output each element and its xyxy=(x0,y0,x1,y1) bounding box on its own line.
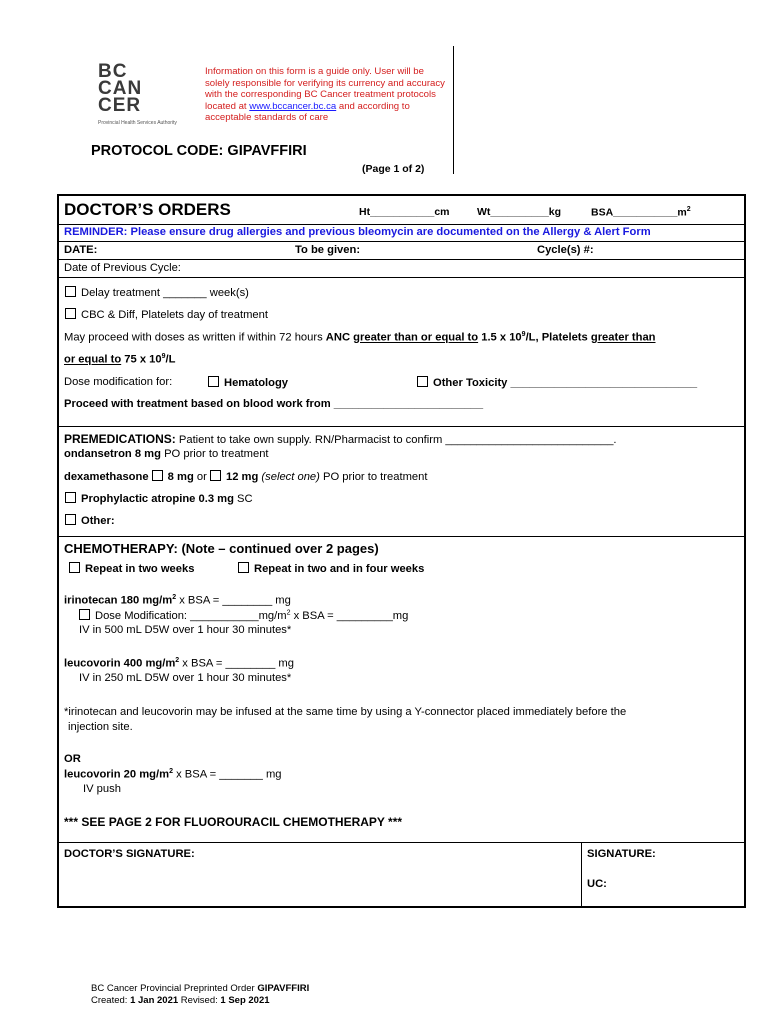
repeat-two-four-row xyxy=(238,562,424,575)
previous-cycle-field[interactable]: Date of Previous Cycle: xyxy=(64,262,181,274)
disclaimer-part2: and according to acceptable standards of care xyxy=(205,100,410,124)
divider xyxy=(59,277,744,278)
logo-line2: CAN xyxy=(98,78,143,99)
bsa-label: BSA___________m xyxy=(591,206,687,219)
bsa-sup: 2 xyxy=(686,206,691,213)
atropine-checkbox[interactable] xyxy=(65,492,76,503)
delay-checkbox[interactable] xyxy=(65,286,76,297)
bsa-field[interactable] xyxy=(591,206,691,219)
weight-field[interactable]: Wt__________kg xyxy=(477,206,562,218)
gte-text: greater than xyxy=(590,331,656,344)
anc-unit: /L, Platelets xyxy=(525,331,591,344)
bc-cancer-logo xyxy=(98,63,142,114)
irinotecan-row xyxy=(64,594,291,607)
dexa-12mg-label: 12 mg xyxy=(225,471,259,483)
cbc-row xyxy=(65,308,268,321)
anc-label: ANC xyxy=(325,331,354,344)
premedications-header xyxy=(64,432,617,446)
dose-modification-checkbox[interactable] xyxy=(79,609,90,620)
iv-push: IV push xyxy=(83,783,121,795)
anc-value: 1.5 x 10 xyxy=(478,331,522,344)
dexa-8mg-label: 8 mg xyxy=(167,471,194,483)
atropine-row xyxy=(65,492,253,505)
platelet-value: 75 x 10 xyxy=(121,353,162,366)
gte-text: or equal to xyxy=(64,353,122,366)
other-toxicity-label: Other Toxicity ______________________________ xyxy=(433,377,698,389)
protocol-code: PROTOCOL CODE: GIPAVFFIRI xyxy=(91,143,307,159)
orders-form xyxy=(57,194,746,908)
allergy-reminder: REMINDER: Please ensure drug allergies and previous bleomycin are documented on the Allergy & Alert Form xyxy=(64,226,651,238)
height-field[interactable]: Ht___________cm xyxy=(359,206,450,218)
divider xyxy=(59,426,744,427)
page-number: (Page 1 of 2) xyxy=(362,163,425,175)
to-be-given-field[interactable]: To be given: xyxy=(295,244,361,256)
logo-line1: BC xyxy=(98,61,128,82)
ondansetron-row xyxy=(64,448,269,460)
leucovorin-row xyxy=(64,657,294,670)
premedications-title: PREMEDICATIONS: xyxy=(64,432,176,446)
other-premed-row xyxy=(65,514,115,527)
or-text: or xyxy=(193,471,210,483)
cbc-checkbox[interactable] xyxy=(65,308,76,319)
uc-field[interactable]: UC: xyxy=(587,878,607,890)
footer-line2 xyxy=(91,995,309,1007)
created-label: Created: xyxy=(91,995,131,1006)
delay-label: Delay treatment _______ week(s) xyxy=(81,287,249,299)
select-one-text: (select one) xyxy=(258,471,320,483)
irinotecan-sup: 2 xyxy=(172,594,177,601)
anc-sup: 9 xyxy=(521,331,526,338)
leucovorin-iv: IV in 250 mL D5W over 1 hour 30 minutes* xyxy=(79,672,292,684)
signature-field[interactable]: SIGNATURE: xyxy=(587,848,656,860)
other-toxicity-row xyxy=(417,376,697,389)
divider xyxy=(59,241,744,242)
created-date: 1 Jan 2021 xyxy=(130,995,179,1006)
dose-mod-calc: x BSA = _________mg xyxy=(290,610,409,622)
premedications-text: Patient to take own supply. RN/Pharmacist to confirm ___________________________. xyxy=(175,434,617,446)
footer-line1 xyxy=(91,983,309,995)
repeat-two-weeks-label: Repeat in two weeks xyxy=(85,563,195,575)
infusion-note-line1: *irinotecan and leucovorin may be infused at the same time by using a Y-connector placed immediately before the xyxy=(64,706,627,718)
leucovorin-dose: leucovorin 400 mg/m xyxy=(64,657,176,670)
signature-divider xyxy=(581,842,582,908)
bccancer-link[interactable]: www.bccancer.bc.ca xyxy=(249,100,337,112)
repeat-two-four-checkbox[interactable] xyxy=(238,562,249,573)
dexa-route: PO prior to treatment xyxy=(319,471,428,483)
divider xyxy=(59,536,744,537)
divider xyxy=(59,842,744,843)
irinotecan-iv: IV in 500 mL D5W over 1 hour 30 minutes* xyxy=(79,624,292,636)
leucovorin-alt-calc: x BSA = _______ mg xyxy=(172,768,282,781)
repeat-two-weeks-row xyxy=(69,562,194,575)
cycles-field[interactable]: Cycle(s) #: xyxy=(537,244,594,256)
leucovorin-sup: 2 xyxy=(175,657,180,664)
hematology-label: Hematology xyxy=(224,377,289,389)
dose-mod-text: Dose Modification: ___________mg/m xyxy=(95,610,287,622)
see-page-2-note: *** SEE PAGE 2 FOR FLUOROURACIL CHEMOTHERAPY *** xyxy=(64,815,403,829)
irinotecan-dose: irinotecan 180 mg/m xyxy=(64,594,173,607)
chemotherapy-title: CHEMOTHERAPY: (Note – continued over 2 pages) xyxy=(64,541,379,556)
other-premed-checkbox[interactable] xyxy=(65,514,76,525)
divider xyxy=(59,224,744,225)
proceed-criteria-line2 xyxy=(64,353,175,366)
leucovorin-calc: x BSA = ________ mg xyxy=(179,657,294,670)
platelet-sup: 9 xyxy=(161,353,166,360)
divider xyxy=(59,259,744,260)
repeat-two-four-label: Repeat in two and in four weeks xyxy=(254,563,425,575)
atropine-drug: Prophylactic atropine 0.3 mg xyxy=(81,493,234,505)
footer xyxy=(91,983,309,1007)
hematology-row xyxy=(208,376,288,389)
dexa-12mg-checkbox[interactable] xyxy=(210,470,221,481)
leucovorin-alt-row xyxy=(64,768,282,781)
dexamethasone-row xyxy=(64,470,427,483)
date-field[interactable]: DATE: xyxy=(64,244,98,256)
irinotecan-calc: x BSA = ________ mg xyxy=(176,594,291,607)
leucovorin-alt-sup: 2 xyxy=(169,768,173,775)
other-premed-label: Other: xyxy=(81,515,115,527)
hematology-checkbox[interactable] xyxy=(208,376,219,387)
revised-date: 1 Sep 2021 xyxy=(220,995,270,1006)
proceed-criteria-line1 xyxy=(64,331,656,344)
dose-modification-row xyxy=(79,609,408,622)
leucovorin-alt-dose: leucovorin 20 mg/m xyxy=(64,768,170,781)
other-toxicity-checkbox[interactable] xyxy=(417,376,428,387)
logo-line3: CER xyxy=(98,95,142,116)
doctors-orders-title: DOCTOR’S ORDERS xyxy=(64,200,231,219)
platelet-unit: /L xyxy=(165,353,176,366)
repeat-two-weeks-checkbox[interactable] xyxy=(69,562,80,573)
disclaimer-text xyxy=(205,66,445,124)
proceed-text: May proceed with doses as written if within 72 hours xyxy=(64,331,326,344)
ondansetron-drug: ondansetron 8 mg xyxy=(64,448,161,460)
proceed-bloodwork[interactable]: Proceed with treatment based on blood work from ________________________ xyxy=(64,398,484,410)
atropine-route: SC xyxy=(233,493,253,505)
or-label: OR xyxy=(64,753,81,765)
footer-text: BC Cancer Provincial Preprinted Order xyxy=(91,983,258,994)
delay-treatment-row xyxy=(65,286,249,299)
gte-text: greater than or equal to xyxy=(353,331,479,344)
doctor-signature-field[interactable]: DOCTOR’S SIGNATURE: xyxy=(64,848,195,860)
ondansetron-route: PO prior to treatment xyxy=(160,448,269,460)
header-divider xyxy=(453,46,454,174)
infusion-note-line2: injection site. xyxy=(68,721,133,733)
revised-label: Revised: xyxy=(178,995,221,1006)
dexamethasone-drug: dexamethasone xyxy=(64,471,152,483)
footer-code: GIPAVFFIRI xyxy=(257,983,310,994)
cbc-label: CBC & Diff, Platelets day of treatment xyxy=(81,309,268,321)
logo-subtitle: Provincial Health Services Authority xyxy=(98,120,177,126)
dose-modification-label: Dose modification for: xyxy=(64,376,173,388)
disclaimer-part1: Information on this form is a guide only. User will be solely responsible for verifying its currency and accuracy with the corresponding BC Cancer treatment protocols located at xyxy=(205,66,445,112)
dose-mod-sup: 2 xyxy=(286,609,291,617)
dexa-8mg-checkbox[interactable] xyxy=(152,470,163,481)
